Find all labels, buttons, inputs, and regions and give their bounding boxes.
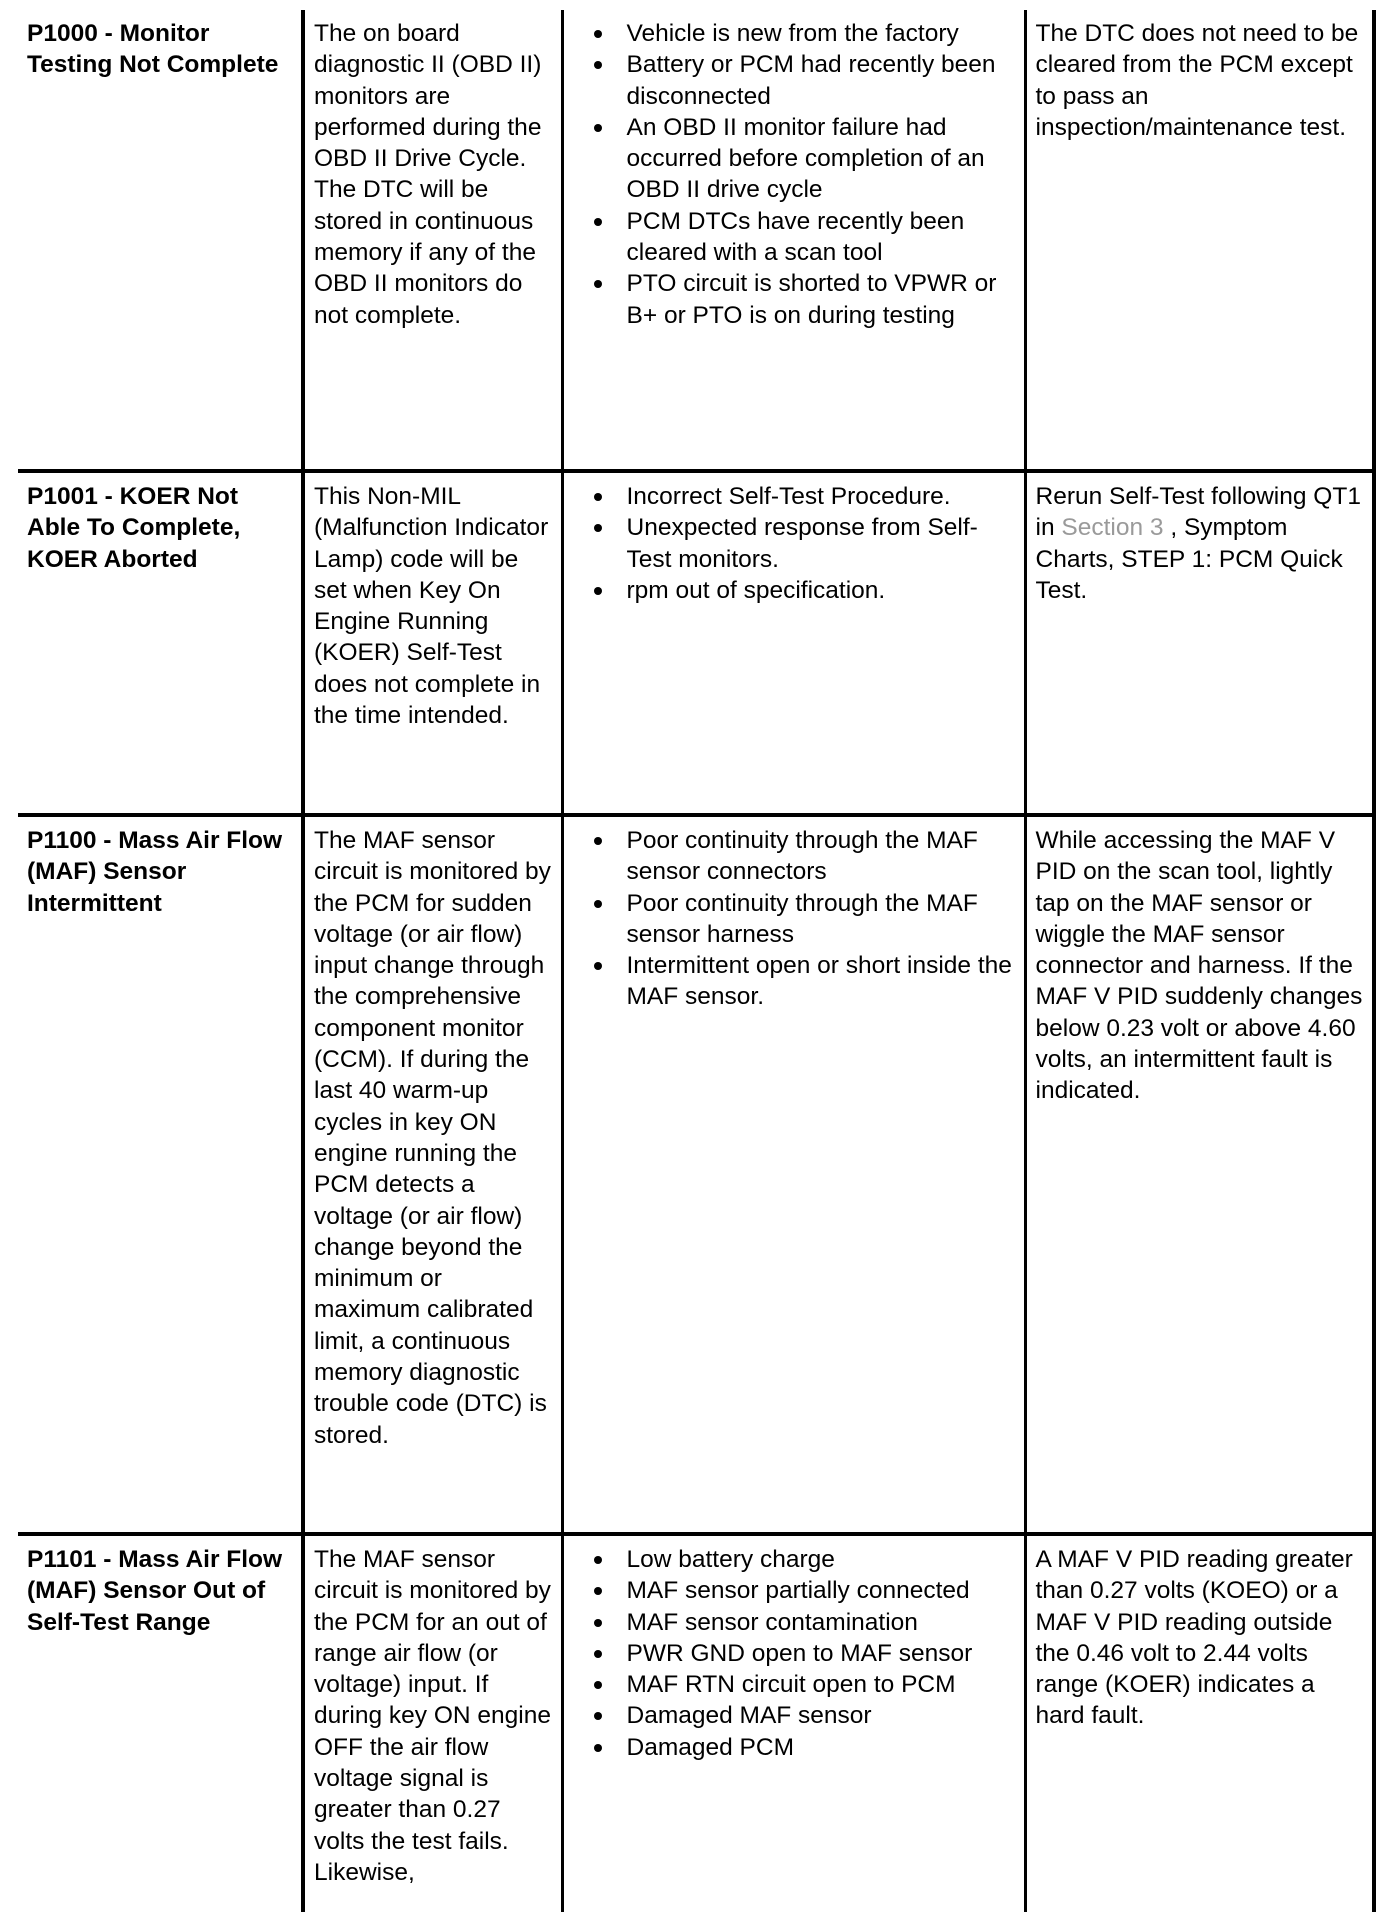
- action-cell: [1025, 471, 1374, 815]
- cause-list-item: Vehicle is new from the factory: [573, 18, 1018, 49]
- cause-list-item: Unexpected response from Self-Test monitors.: [573, 512, 1018, 575]
- dtc-code-cell: P1101 - Mass Air Flow (MAF) Sensor Out of Self-Test Range: [18, 1534, 303, 1912]
- description-cell: The MAF sensor circuit is monitored by the PCM for an out of range air flow (or voltage) input. If during key ON engine OFF the air flow voltage signal is greater than 0.27 volts the test fails. Likewise,: [303, 1534, 562, 1912]
- dtc-code-cell: P1001 - KOER Not Able To Complete, KOER Aborted: [18, 471, 303, 815]
- description-cell: The on board diagnostic II (OBD II) monitors are performed during the OBD II Drive Cycle. The DTC will be stored in continuous memory if any of the OBD II monitors do not complete.: [303, 10, 562, 471]
- cause-list-item: PCM DTCs have recently been cleared with a scan tool: [573, 206, 1018, 269]
- action-cell: A MAF V PID reading greater than 0.27 volts (KOEO) or a MAF V PID reading outside the 0.46 volt to 2.44 volts range (KOER) indicates a hard fault.: [1025, 1534, 1374, 1912]
- cause-list: [573, 1544, 1018, 1763]
- cause-list-item: Damaged MAF sensor: [573, 1700, 1018, 1731]
- description-cell: The MAF sensor circuit is monitored by the PCM for sudden voltage (or air flow) input change through the comprehensive component monitor (CCM). If during the last 40 warm-up cycles in key ON engine running the PCM detects a voltage (or air flow) change beyond the minimum or maximum calibrated limit, a continuous memory diagnostic trouble code (DTC) is stored.: [303, 815, 562, 1534]
- cause-list-item: Poor continuity through the MAF sensor harness: [573, 888, 1018, 951]
- action-cell: The DTC does not need to be cleared from the PCM except to pass an inspection/maintenance test.: [1025, 10, 1374, 471]
- table-row: [18, 471, 1374, 815]
- table-row: [18, 1534, 1374, 1912]
- cause-list-item: Battery or PCM had recently been disconnected: [573, 49, 1018, 112]
- dtc-code-cell: P1000 - Monitor Testing Not Complete: [18, 10, 303, 471]
- section-3-link[interactable]: Section 3: [1061, 514, 1164, 542]
- possible-causes-cell: [562, 471, 1025, 815]
- cause-list-item: Damaged PCM: [573, 1732, 1018, 1763]
- cause-list-item: PWR GND open to MAF sensor: [573, 1638, 1018, 1669]
- possible-causes-cell: [562, 10, 1025, 471]
- cause-list-item: rpm out of specification.: [573, 575, 1018, 606]
- action-text: , Symptom Charts, STEP 1: PCM Quick Test.: [1035, 514, 1343, 604]
- cause-list: [573, 825, 1018, 1013]
- cause-list-item: Intermittent open or short inside the MAF sensor.: [573, 950, 1018, 1013]
- cause-list-item: Incorrect Self-Test Procedure.: [573, 481, 1018, 512]
- action-cell: While accessing the MAF V PID on the scan tool, lightly tap on the MAF sensor or wiggle the MAF sensor connector and harness. If the MAF V PID suddenly changes below 0.23 volt or above 4.60 volts, an intermittent fault is indicated.: [1025, 815, 1374, 1534]
- action-text: Rerun Self-Test following QT1 in: [1035, 483, 1361, 542]
- table-row: [18, 10, 1374, 471]
- cause-list-item: Poor continuity through the MAF sensor connectors: [573, 825, 1018, 888]
- dtc-code-cell: P1100 - Mass Air Flow (MAF) Sensor Intermittent: [18, 815, 303, 1534]
- cause-list-item: An OBD II monitor failure had occurred before completion of an OBD II drive cycle: [573, 112, 1018, 206]
- cause-list-item: MAF RTN circuit open to PCM: [573, 1669, 1018, 1700]
- dtc-table: [18, 10, 1376, 1912]
- cause-list: [573, 481, 1018, 606]
- description-cell: This Non-MIL (Malfunction Indicator Lamp) code will be set when Key On Engine Running (KOER) Self-Test does not complete in the time intended.: [303, 471, 562, 815]
- cause-list-item: Low battery charge: [573, 1544, 1018, 1575]
- cause-list: [573, 18, 1018, 331]
- possible-causes-cell: [562, 1534, 1025, 1912]
- cause-list-item: MAF sensor contamination: [573, 1607, 1018, 1638]
- cause-list-item: PTO circuit is shorted to VPWR or B+ or PTO is on during testing: [573, 268, 1018, 331]
- cause-list-item: MAF sensor partially connected: [573, 1575, 1018, 1606]
- table-row: [18, 815, 1374, 1534]
- possible-causes-cell: [562, 815, 1025, 1534]
